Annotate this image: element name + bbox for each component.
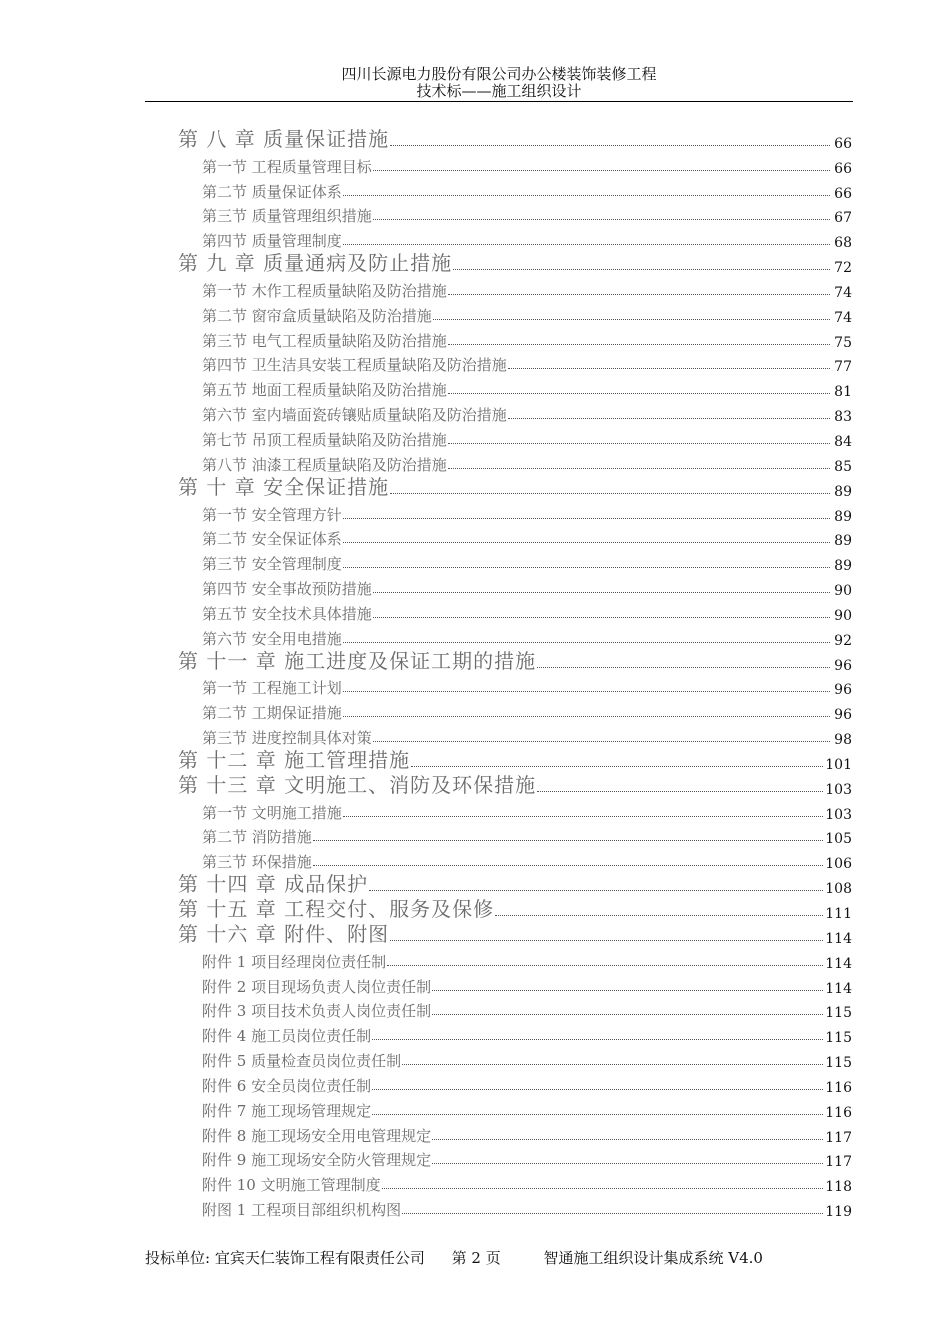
toc-entry-title: 第二节 安全保证体系	[202, 530, 342, 549]
toc-page-number: 90	[834, 607, 852, 624]
footer-page-number: 第 2 页	[451, 1249, 501, 1267]
toc-page-number: 74	[834, 309, 852, 326]
dot-leader	[448, 393, 830, 394]
toc-page-number: 111	[825, 906, 852, 922]
toc-entry-title: 第五节 安全技术具体措施	[202, 604, 372, 623]
toc-entry-title: 附件 5 质量检查员岗位责任制	[202, 1052, 402, 1071]
dot-leader	[373, 592, 830, 593]
toc-entry-title: 第 八 章 质量保证措施	[178, 126, 390, 151]
dot-leader	[537, 791, 823, 792]
toc-entry-title: 第七节 吊顶工程质量缺陷及防治措施	[202, 430, 447, 449]
toc-appendix-row[interactable]	[178, 1021, 853, 1046]
toc-entry-title: 第一节 文明施工措施	[202, 803, 342, 822]
toc-section-row[interactable]	[178, 599, 853, 624]
toc-appendix-row[interactable]	[178, 1170, 853, 1195]
toc-section-row[interactable]	[178, 500, 853, 525]
toc-page-number: 105	[825, 831, 852, 848]
header-title-line2: 技术标——施工组织设计	[416, 82, 582, 100]
toc-entry-title: 附件 2 项目现场负责人岗位责任制	[202, 977, 432, 996]
dot-leader	[432, 990, 823, 991]
toc-entry-title: 附件 3 项目技术负责人岗位责任制	[202, 1002, 432, 1021]
toc-appendix-row[interactable]	[178, 947, 853, 972]
toc-entry-title: 附图 1 工程项目部组织机构图	[202, 1201, 402, 1220]
toc-page-number: 89	[834, 508, 852, 525]
dot-leader	[387, 965, 823, 966]
toc-entry-title: 第二节 窗帘盒质量缺陷及防治措施	[202, 306, 432, 325]
dot-leader	[432, 1163, 823, 1164]
toc-entry-title: 第四节 安全事故预防措施	[202, 580, 372, 599]
dot-leader	[343, 542, 830, 543]
toc-section-row[interactable]	[178, 798, 853, 823]
toc-page-number: 115	[825, 1055, 852, 1072]
dot-leader	[343, 691, 830, 692]
toc-entry-title: 附件 6 安全员岗位责任制	[202, 1076, 372, 1095]
toc-entry-title: 第三节 安全管理制度	[202, 555, 342, 574]
dot-leader	[343, 195, 830, 196]
dot-leader	[402, 1064, 823, 1065]
toc-page-number: 66	[834, 135, 852, 152]
dot-leader	[448, 344, 830, 345]
toc-entry-title: 第三节 电气工程质量缺陷及防治措施	[202, 331, 447, 350]
toc-page-number: 74	[834, 284, 852, 301]
toc-page-number: 68	[834, 235, 852, 252]
toc-entry-title: 第 九 章 质量通病及防止措施	[178, 251, 453, 276]
toc-entry-title: 第三节 质量管理组织措施	[202, 207, 372, 226]
toc-page-number: 89	[834, 533, 852, 550]
dot-leader	[432, 1014, 823, 1015]
dot-leader	[343, 816, 823, 817]
toc-section-row[interactable]	[178, 326, 853, 351]
toc-page-number: 118	[825, 1179, 852, 1196]
dot-leader	[448, 468, 830, 469]
toc-page-number: 98	[834, 732, 852, 749]
toc-page-number: 115	[825, 1005, 852, 1022]
toc-entry-title: 第 十四 章 成品保护	[178, 872, 369, 897]
toc-page-number: 114	[825, 930, 852, 947]
dot-leader	[313, 840, 823, 841]
toc-section-row[interactable]	[178, 375, 853, 400]
toc-page-number: 85	[834, 458, 852, 475]
toc-page-number: 116	[825, 1104, 852, 1121]
toc-appendix-row[interactable]	[178, 997, 853, 1022]
toc-section-row[interactable]	[178, 400, 853, 425]
dot-leader	[343, 244, 830, 245]
toc-entry-title: 第一节 工程质量管理目标	[202, 157, 372, 176]
toc-appendix-row[interactable]	[178, 972, 853, 997]
toc-page-number: 72	[834, 260, 852, 277]
dot-leader	[373, 617, 830, 618]
toc-entry-title: 附件 9 施工现场安全防火管理规定	[202, 1151, 432, 1170]
toc-entry-title: 第三节 进度控制具体对策	[202, 729, 372, 748]
dot-leader	[372, 1089, 823, 1090]
page-footer	[145, 1247, 763, 1268]
toc-page-number: 117	[825, 1154, 852, 1171]
toc-entry-title: 第一节 安全管理方针	[202, 505, 342, 524]
toc-entry-title: 第二节 工期保证措施	[202, 704, 342, 723]
toc-chapter-row[interactable]	[178, 773, 853, 798]
toc-chapter-row[interactable]	[178, 649, 853, 674]
toc-entry-title: 第 十 章 安全保证措施	[178, 474, 390, 499]
toc-section-row[interactable]	[178, 351, 853, 376]
toc-section-row[interactable]	[178, 525, 853, 550]
toc-entry-title: 第四节 卫生洁具安装工程质量缺陷及防治措施	[202, 356, 507, 375]
toc-entry-title: 第八节 油漆工程质量缺陷及防治措施	[202, 455, 447, 474]
header-rule	[145, 101, 853, 102]
toc-appendix-row[interactable]	[178, 1146, 853, 1171]
toc-page-number: 66	[834, 185, 852, 202]
toc-page-number: 108	[825, 881, 852, 898]
toc-page-number: 96	[834, 682, 852, 699]
dot-leader	[313, 865, 823, 866]
dot-leader	[343, 567, 830, 568]
toc-page-number: 67	[834, 210, 852, 227]
toc-section-row[interactable]	[178, 674, 853, 699]
dot-leader	[373, 219, 830, 220]
dot-leader	[343, 518, 830, 519]
toc-entry-title: 第六节 安全用电措施	[202, 629, 342, 648]
dot-leader	[343, 716, 830, 717]
dot-leader	[372, 1039, 823, 1040]
dot-leader	[432, 1139, 823, 1140]
toc-entry-title: 第三节 环保措施	[202, 853, 312, 872]
footer-system-name: 智通施工组织设计集成系统 V4.0	[543, 1249, 763, 1267]
toc-page-number: 116	[825, 1079, 852, 1096]
toc-entry-title: 第六节 室内墙面瓷砖镶贴质量缺陷及防治措施	[202, 406, 507, 425]
toc-entry-title: 附件 10 文明施工管理制度	[202, 1176, 381, 1195]
dot-leader	[508, 368, 830, 369]
toc-chapter-row[interactable]	[178, 475, 853, 500]
toc-page-number: 106	[825, 856, 852, 873]
dot-leader	[508, 418, 830, 419]
toc-page-number: 114	[825, 980, 852, 997]
toc-entry-title: 附件 7 施工现场管理规定	[202, 1101, 372, 1120]
toc-entry-title: 附件 1 项目经理岗位责任制	[202, 952, 387, 971]
toc-appendix-row[interactable]	[178, 1046, 853, 1071]
toc-section-row[interactable]	[178, 202, 853, 227]
dot-leader	[372, 1114, 823, 1115]
toc-section-row[interactable]	[178, 574, 853, 599]
dot-leader	[402, 1213, 823, 1214]
dot-leader	[448, 443, 830, 444]
toc-section-row[interactable]	[178, 823, 853, 848]
toc-section-row[interactable]	[178, 698, 853, 723]
toc-page-number: 66	[834, 160, 852, 177]
toc-entry-title: 第 十六 章 附件、附图	[178, 921, 390, 946]
toc-page-number: 103	[825, 781, 852, 798]
toc-section-row[interactable]	[178, 549, 853, 574]
toc-page-number: 90	[834, 583, 852, 600]
dot-leader	[453, 269, 830, 270]
toc-page-number: 89	[834, 483, 852, 500]
toc-entry-title: 第二节 质量保证体系	[202, 182, 342, 201]
toc-section-row[interactable]	[178, 276, 853, 301]
toc-entry-title: 第一节 木作工程质量缺陷及防治措施	[202, 281, 447, 300]
table-of-contents	[178, 127, 853, 1220]
dot-leader	[390, 493, 830, 494]
toc-page-number: 84	[834, 433, 852, 450]
toc-section-row[interactable]	[178, 301, 853, 326]
toc-entry-title: 第 十五 章 工程交付、服务及保修	[178, 897, 495, 921]
toc-page-number: 89	[834, 558, 852, 575]
toc-page-number: 77	[834, 359, 852, 376]
header-title-line1: 四川长源电力股份有限公司办公楼装饰装修工程	[341, 65, 657, 83]
dot-leader	[373, 741, 830, 742]
toc-page-number: 119	[825, 1204, 852, 1221]
toc-page-number: 115	[825, 1030, 852, 1047]
dot-leader	[537, 667, 830, 668]
dot-leader	[382, 1188, 824, 1189]
toc-page-number: 81	[834, 384, 852, 401]
toc-page-number: 101	[825, 756, 852, 773]
toc-page-number: 96	[834, 707, 852, 724]
page-header	[145, 66, 853, 100]
toc-chapter-row[interactable]	[178, 922, 853, 947]
toc-entry-title: 第一节 工程施工计划	[202, 679, 342, 698]
toc-page-number: 117	[825, 1129, 852, 1146]
toc-page-number: 96	[834, 657, 852, 674]
dot-leader	[448, 294, 830, 295]
toc-page-number: 75	[834, 334, 852, 351]
toc-page-number: 92	[834, 632, 852, 649]
toc-entry-title: 第四节 质量管理制度	[202, 232, 342, 251]
toc-section-row[interactable]	[178, 177, 853, 202]
dot-leader	[369, 890, 823, 891]
footer-bidder-unit: 投标单位: 宜宾天仁装饰工程有限责任公司	[145, 1249, 425, 1267]
toc-entry-title: 附件 8 施工现场安全用电管理规定	[202, 1126, 432, 1145]
dot-leader	[433, 319, 830, 320]
toc-page-number: 114	[825, 955, 852, 972]
dot-leader	[390, 145, 830, 146]
dot-leader	[343, 642, 830, 643]
toc-page-number: 83	[834, 409, 852, 426]
dot-leader	[373, 170, 830, 171]
dot-leader	[411, 766, 823, 767]
dot-leader	[495, 915, 823, 916]
toc-section-row[interactable]	[178, 152, 853, 177]
toc-entry-title: 第五节 地面工程质量缺陷及防治措施	[202, 381, 447, 400]
toc-chapter-row[interactable]	[178, 251, 853, 276]
toc-entry-title: 第二节 消防措施	[202, 828, 312, 847]
toc-page-number: 103	[825, 806, 852, 823]
toc-entry-title: 第 十三 章 文明施工、消防及环保措施	[178, 772, 537, 797]
toc-appendix-row[interactable]	[178, 1071, 853, 1096]
toc-appendix-row[interactable]	[178, 1121, 853, 1146]
dot-leader	[390, 940, 823, 941]
toc-entry-title: 附件 4 施工员岗位责任制	[202, 1027, 372, 1046]
toc-appendix-row[interactable]	[178, 1195, 853, 1220]
toc-entry-title: 第 十一 章 施工进度及保证工期的措施	[178, 648, 537, 673]
toc-entry-title: 第 十二 章 施工管理措施	[178, 747, 411, 772]
toc-chapter-row[interactable]	[178, 127, 853, 152]
toc-appendix-row[interactable]	[178, 1096, 853, 1121]
toc-section-row[interactable]	[178, 425, 853, 450]
